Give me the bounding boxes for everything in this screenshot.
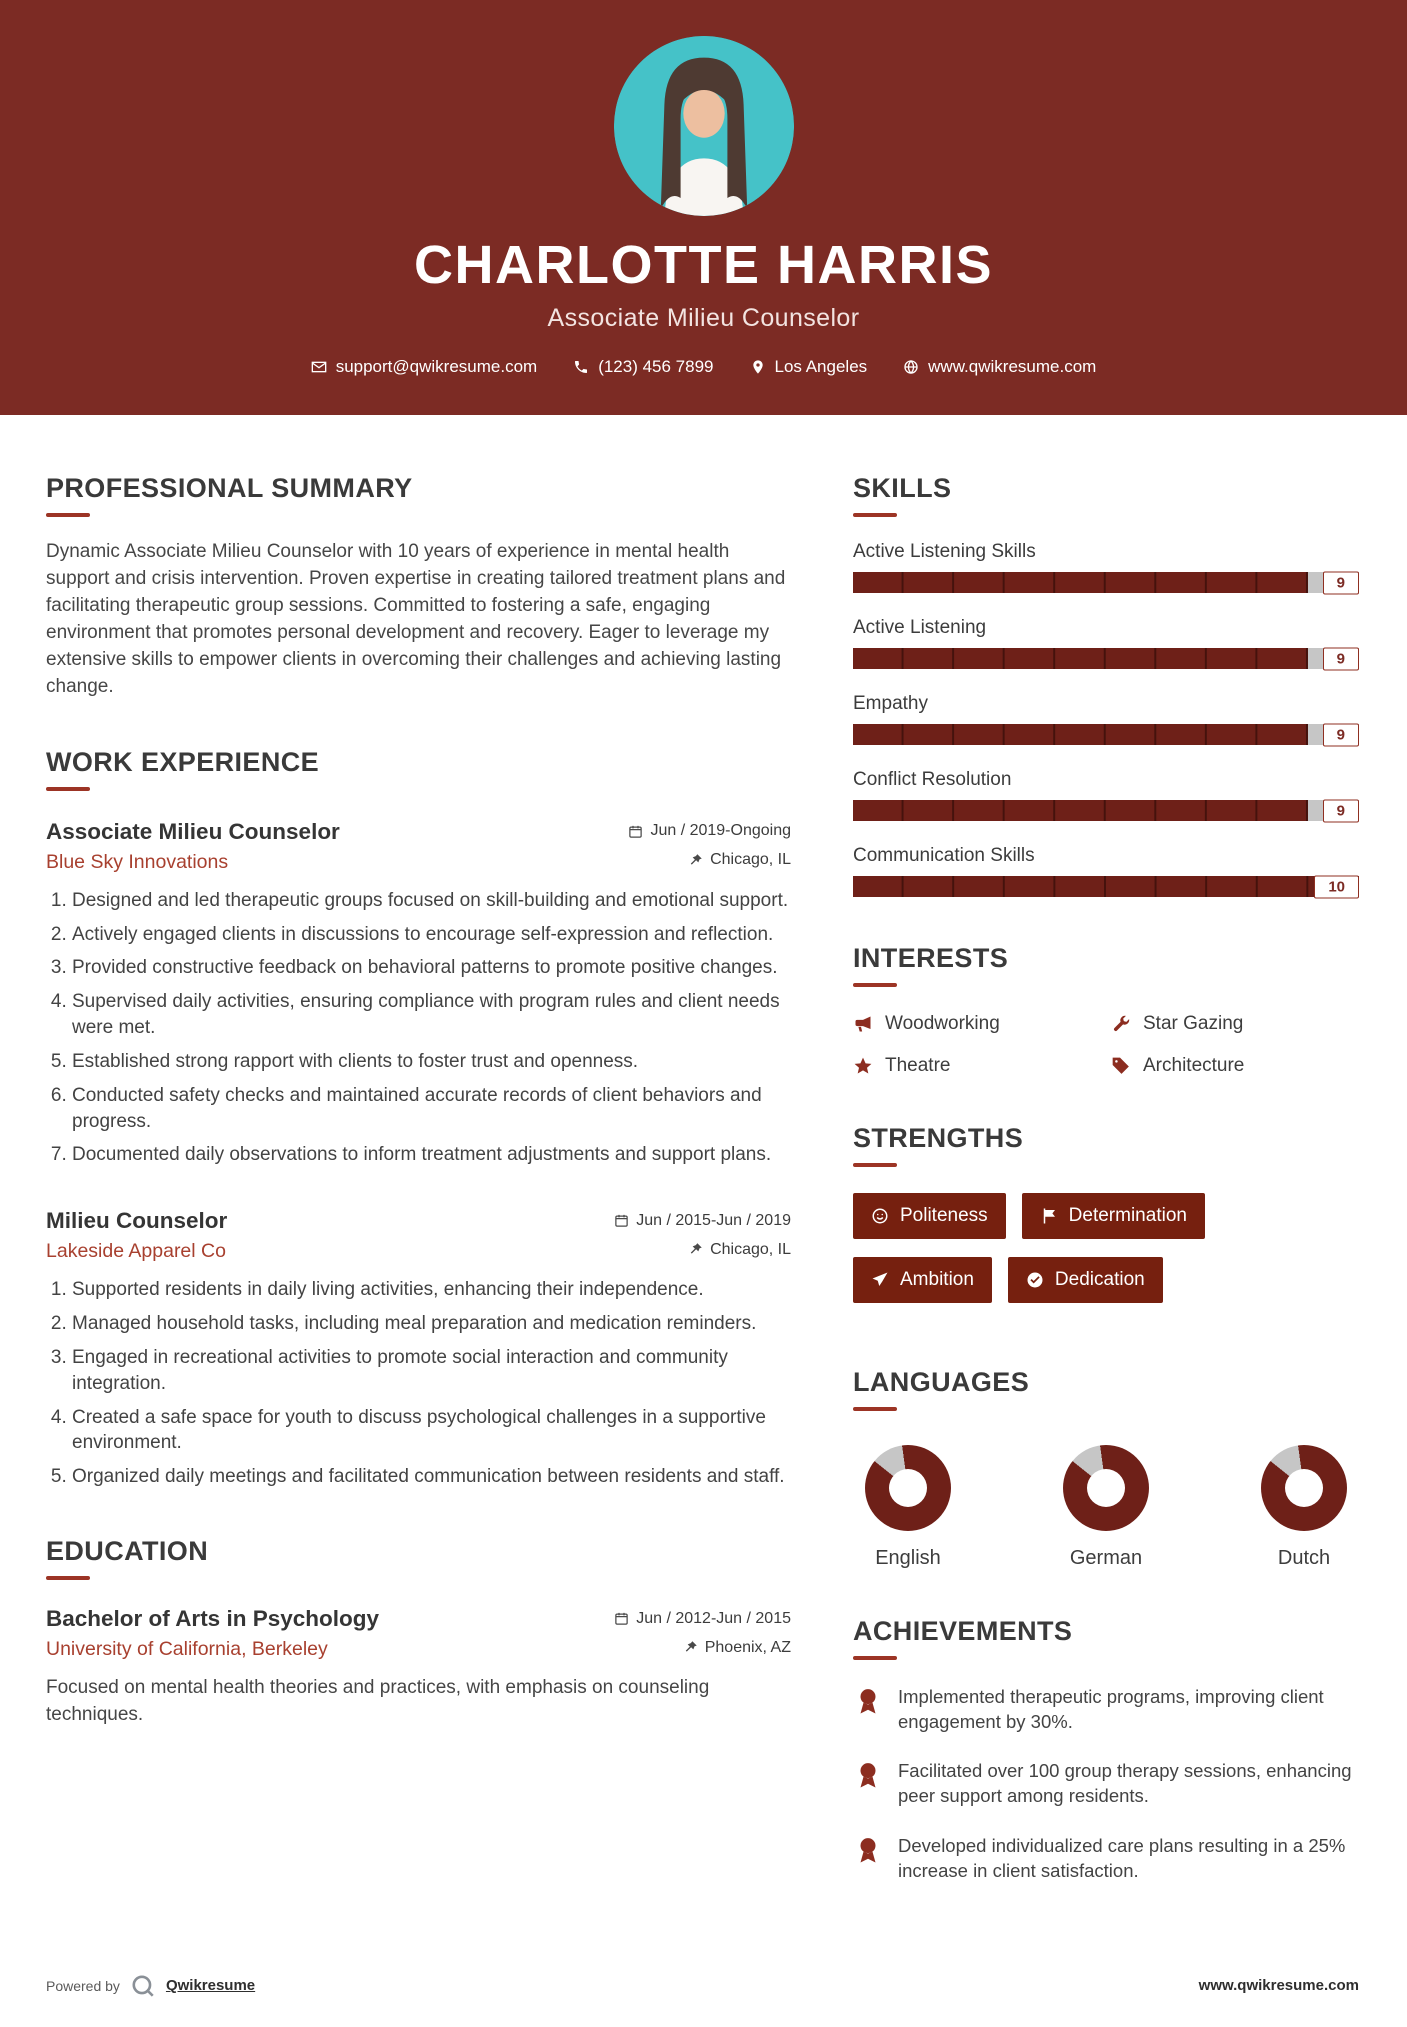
language-donut-chart	[1261, 1445, 1347, 1531]
skill-score-badge: 9	[1323, 647, 1359, 670]
calendar-icon	[614, 1213, 629, 1228]
header	[0, 0, 1407, 415]
profile-photo	[614, 36, 794, 216]
interest-item	[853, 1055, 1101, 1077]
qwikresume-link[interactable]: Qwikresume	[165, 1977, 256, 1995]
job-location-text: Chicago, IL	[710, 851, 791, 869]
interest-label: Architecture	[1143, 1055, 1245, 1076]
contact-email[interactable]	[311, 357, 538, 377]
skill-label: Communication Skills	[853, 845, 1035, 866]
strength-badge	[1008, 1257, 1163, 1303]
strengths-heading: STRENGTHS	[853, 1123, 1359, 1167]
job-entry	[46, 819, 791, 1168]
strength-label: Politeness	[900, 1205, 988, 1226]
skill-item	[853, 617, 1359, 669]
smiley-icon	[871, 1207, 889, 1225]
skill-bar	[853, 800, 1359, 821]
strength-badge	[1022, 1193, 1205, 1239]
achievement-item	[853, 1833, 1359, 1883]
job-bullet: 6. Conducted safety checks and maintained accurate records of client behaviors and progress.	[72, 1083, 791, 1135]
language-item	[1261, 1445, 1347, 1570]
contact-phone[interactable]	[573, 357, 713, 377]
job-dates-text: Jun / 2019-Ongoing	[650, 822, 791, 840]
skill-score-badge: 9	[1323, 799, 1359, 822]
interest-label: Star Gazing	[1143, 1013, 1244, 1034]
job-title: Associate Milieu Counselor	[46, 818, 340, 844]
skill-item	[853, 693, 1359, 745]
skills-heading: SKILLS	[853, 473, 1359, 517]
skill-bar-fill	[853, 648, 1308, 669]
contact-bar	[20, 357, 1387, 377]
candidate-name: CHARLOTTE HARRIS	[414, 235, 993, 295]
job-title: Milieu Counselor	[46, 1208, 228, 1234]
skill-score-badge: 10	[1314, 875, 1359, 898]
skill-bar	[853, 724, 1359, 745]
contact-website[interactable]	[903, 357, 1096, 377]
skill-item	[853, 541, 1359, 593]
skill-bar-fill	[853, 800, 1308, 821]
strength-badge	[853, 1257, 992, 1303]
job-bullet: 5. Organized daily meetings and facilitated communication between residents and staff.	[72, 1464, 791, 1490]
work-experience-heading: WORK EXPERIENCE	[46, 747, 791, 791]
interest-item	[1111, 1013, 1359, 1035]
pushpin-icon	[683, 1640, 698, 1655]
resume-body	[0, 415, 1407, 1959]
contact-website-text: www.qwikresume.com	[928, 357, 1097, 376]
achievement-text: Implemented therapeutic programs, improving client engagement by 30%.	[898, 1686, 1324, 1733]
calendar-icon	[628, 824, 643, 839]
achievement-text: Facilitated over 100 group therapy sessions, enhancing peer support among residents.	[898, 1760, 1352, 1807]
job-bullet: 7. Documented daily observations to inform treatment adjustments and support plans.	[72, 1142, 791, 1168]
job-bullet: 5. Established strong rapport with clients to foster trust and openness.	[72, 1049, 791, 1075]
flag-icon	[1040, 1207, 1058, 1225]
degree-title: Bachelor of Arts in Psychology	[46, 1606, 379, 1632]
award-ribbon-icon	[853, 1758, 883, 1790]
education-location-text: Phoenix, AZ	[704, 1638, 791, 1656]
contact-phone-text: (123) 456 7899	[598, 357, 714, 376]
work-experience-section	[46, 747, 791, 1490]
skill-bar-fill	[853, 876, 1359, 897]
summary-text: Dynamic Associate Milieu Counselor with 10 years of experience in mental health support and crisis intervention. Proven expertise in creating tailored treatment plans and facilitating therapeutic group sessions. Committed to fostering a safe, engaging environment that promotes personal development and recovery. Eager to leverage my extensive skills to empower clients in overcoming their challenges and achieving lasting change.	[46, 541, 786, 697]
footer-branding	[46, 1973, 255, 1999]
job-bullet: 3. Provided constructive feedback on behavioral patterns to promote positive changes.	[72, 955, 791, 981]
skill-item	[853, 769, 1359, 821]
education-section	[46, 1536, 791, 1728]
skills-section	[853, 473, 1359, 897]
strength-label: Determination	[1068, 1205, 1187, 1226]
avatar-illustration	[614, 36, 794, 216]
footer-website[interactable]: www.qwikresume.com	[1198, 1977, 1359, 1995]
map-pin-icon	[750, 359, 766, 375]
megaphone-icon	[853, 1014, 873, 1034]
interests-heading: INTERESTS	[853, 943, 1359, 987]
languages-heading: LANGUAGES	[853, 1367, 1359, 1411]
achievement-text: Developed individualized care plans resulting in a 25% increase in client satisfaction.	[898, 1834, 1346, 1881]
skill-label: Conflict Resolution	[853, 769, 1012, 790]
tags-icon	[1111, 1056, 1131, 1076]
job-bullet-list	[46, 888, 791, 1168]
wrench-icon	[1111, 1014, 1131, 1034]
interest-label: Woodworking	[885, 1013, 1000, 1034]
achievements-section	[853, 1616, 1359, 1883]
interests-grid	[853, 1013, 1359, 1077]
award-ribbon-icon	[853, 1684, 883, 1716]
footer	[0, 1959, 1407, 2027]
achievement-item	[853, 1758, 1359, 1808]
pushpin-icon	[688, 853, 703, 868]
language-label: German	[1069, 1547, 1143, 1569]
job-dates	[614, 1212, 791, 1230]
school-name: University of California, Berkeley	[46, 1638, 328, 1661]
summary-section	[46, 473, 791, 701]
skill-label: Active Listening	[853, 617, 987, 638]
contact-location	[750, 357, 868, 377]
job-bullet-list	[46, 1277, 791, 1490]
skill-bar	[853, 876, 1359, 897]
award-ribbon-icon	[853, 1833, 883, 1865]
company-name: Blue Sky Innovations	[46, 850, 229, 873]
education-dates-text: Jun / 2012-Jun / 2015	[636, 1609, 791, 1627]
education-dates	[614, 1610, 791, 1628]
language-item	[1063, 1445, 1149, 1570]
globe-icon	[903, 359, 919, 375]
education-heading: EDUCATION	[46, 1536, 791, 1580]
strengths-section	[853, 1123, 1359, 1321]
interest-label: Theatre	[885, 1055, 951, 1076]
powered-by-label: Powered by	[46, 1977, 120, 1994]
skill-label: Empathy	[853, 693, 928, 714]
strength-label: Dedication	[1054, 1269, 1145, 1290]
interest-item	[1111, 1055, 1359, 1077]
skill-bar	[853, 648, 1359, 669]
envelope-icon	[311, 359, 327, 375]
interest-item	[853, 1013, 1101, 1035]
job-location-text: Chicago, IL	[710, 1240, 791, 1258]
skill-bar	[853, 572, 1359, 593]
job-bullet: 1. Supported residents in daily living activities, enhancing their independence.	[72, 1277, 791, 1303]
language-label: Dutch	[1277, 1547, 1331, 1569]
job-bullet: 2. Managed household tasks, including meal preparation and medication reminders.	[72, 1311, 791, 1337]
skill-score-badge: 9	[1323, 723, 1359, 746]
languages-list	[853, 1445, 1359, 1570]
right-column	[853, 473, 1359, 1929]
summary-heading: PROFESSIONAL SUMMARY	[46, 473, 791, 517]
achievement-item	[853, 1684, 1359, 1734]
phone-icon	[573, 359, 589, 375]
calendar-icon	[614, 1611, 629, 1626]
job-bullet: 1. Designed and led therapeutic groups focused on skill-building and emotional support.	[72, 888, 791, 914]
job-location	[688, 1241, 791, 1259]
qwikresume-logo-icon	[130, 1973, 156, 1999]
skill-score-badge: 9	[1323, 571, 1359, 594]
job-location	[688, 851, 791, 869]
skill-bar-fill	[853, 724, 1308, 745]
language-donut-chart	[1063, 1445, 1149, 1531]
education-location	[683, 1639, 791, 1657]
contact-email-text: support@qwikresume.com	[335, 357, 538, 376]
job-bullet: 4. Created a safe space for youth to discuss psychological challenges in a supportive environment.	[72, 1405, 791, 1457]
job-entry	[46, 1208, 791, 1490]
paper-plane-icon	[871, 1271, 889, 1289]
interests-section	[853, 943, 1359, 1077]
job-bullet: 4. Supervised daily activities, ensuring compliance with program rules and client needs were met.	[72, 989, 791, 1041]
language-donut-chart	[865, 1445, 951, 1531]
skill-item	[853, 845, 1359, 897]
language-item	[865, 1445, 951, 1570]
job-dates-text: Jun / 2015-Jun / 2019	[636, 1211, 791, 1229]
company-name: Lakeside Apparel Co	[46, 1240, 226, 1263]
achievements-heading: ACHIEVEMENTS	[853, 1616, 1359, 1660]
job-bullet: 2. Actively engaged clients in discussions to encourage self-expression and reflection.	[72, 922, 791, 948]
contact-location-text: Los Angeles	[774, 357, 868, 376]
check-circle-icon	[1026, 1271, 1044, 1289]
pushpin-icon	[688, 1242, 703, 1257]
job-dates	[628, 822, 791, 840]
star-icon	[853, 1056, 873, 1076]
strength-badge	[853, 1193, 1006, 1239]
skill-bar-fill	[853, 572, 1308, 593]
strength-label: Ambition	[900, 1269, 974, 1290]
candidate-job-title: Associate Milieu Counselor	[547, 304, 860, 332]
education-description: Focused on mental health theories and practices, with emphasis on counseling techniques.	[46, 1677, 710, 1725]
job-bullet: 3. Engaged in recreational activities to promote social interaction and community integration.	[72, 1345, 791, 1397]
left-column	[46, 473, 791, 1774]
language-label: English	[875, 1547, 941, 1569]
languages-section	[853, 1367, 1359, 1570]
skill-label: Active Listening Skills	[853, 541, 1036, 562]
strengths-list	[853, 1193, 1359, 1321]
